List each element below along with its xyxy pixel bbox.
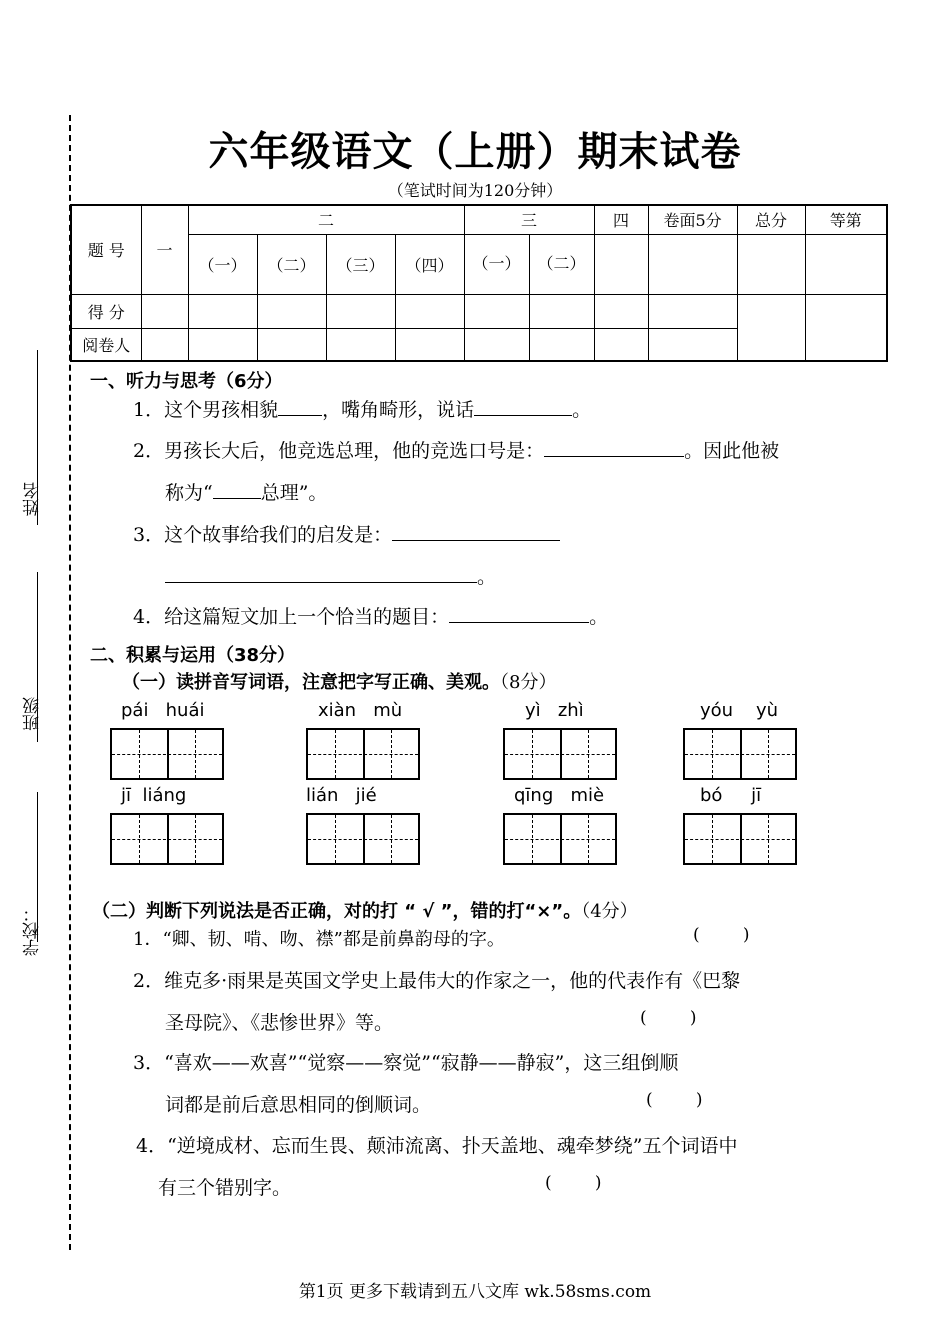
name-label: 姓名 [23,482,43,516]
pinyin-8: bó jī [700,785,762,806]
header-part-four: 四 [594,205,648,234]
writing-grid[interactable] [503,728,617,780]
judge-3: 3．“喜欢——欢喜”“觉察——察觉”“寂静——静寂”，这三组倒顺 [133,1052,679,1074]
part-1-heading: （一）读拼音写词语，注意把字写正确、美观。（8分） [122,672,557,693]
class-label: 班级 [23,697,43,731]
header-neatness: 卷面5分 [648,205,737,234]
judge-4-cont: 有三个错别字。 [158,1177,292,1199]
judge-4: 4．“逆境成材、忘而生畏、颠沛流离、扑天盖地、魂牵梦绕”五个词语中 [136,1135,738,1157]
writing-grid[interactable] [110,728,224,780]
score-cell[interactable] [594,234,648,294]
answer-blank[interactable] [213,498,261,499]
answer-paren[interactable]: ( ) [545,1173,602,1193]
header-grade: 等第 [805,205,887,234]
judge-3-cont: 词都是前后意思相同的倒顺词。 [165,1094,432,1116]
grader-cell[interactable] [326,328,395,361]
header-question-no: 题 号 [71,205,141,294]
answer-blank[interactable] [278,415,322,416]
writing-grid[interactable] [306,813,420,865]
grader-cell[interactable] [464,328,529,361]
writing-grid[interactable] [503,813,617,865]
answer-blank[interactable] [165,582,477,583]
grader-cell[interactable] [257,328,326,361]
header-part-three: 三 [464,205,594,234]
sub-header: （二） [257,234,326,294]
score-cell[interactable] [141,294,188,328]
section-2-heading: 二、积累与运用（38分） [90,645,296,666]
pinyin-5: jī liáng [121,785,187,806]
score-cell[interactable] [737,234,805,294]
score-cell[interactable] [326,294,395,328]
question-1-3-cont: 。 [165,562,496,589]
answer-blank[interactable] [474,415,572,416]
writing-grid[interactable] [683,728,797,780]
header-part-two: 二 [188,205,464,234]
writing-grid[interactable] [683,813,797,865]
sub-header: （二） [529,234,594,294]
score-cell[interactable] [648,294,737,328]
sub-header: （一） [188,234,257,294]
answer-blank[interactable] [392,540,560,541]
page-footer: 第1页 更多下载请到五八文库 wk.58sms.com [298,1282,652,1302]
grade-cell[interactable] [805,294,887,361]
sub-header: （一） [464,234,529,294]
judge-2: 2．维克多·雨果是英国文学史上最伟大的作家之一，他的代表作有《巴黎 [133,970,741,992]
grader-cell[interactable] [395,328,464,361]
part-2-heading: （二）判断下列说法是否正确，对的打 “ √ ”，错的打“×”。（4分） [92,901,638,922]
page-title: 六年级语文（上册）期末试卷 [208,129,742,175]
score-cell[interactable] [464,294,529,328]
answer-blank[interactable] [449,622,589,623]
pinyin-7: qīng miè [514,785,605,806]
answer-paren[interactable]: ( ) [640,1008,697,1028]
question-1-1: 1．这个男孩相貌 ，嘴角畸形，说话 。 [133,399,592,421]
question-1-2-cont: 称为“ 总理”。 [165,482,328,504]
score-cell[interactable] [257,294,326,328]
question-1-3: 3．这个故事给我们的启发是： [133,520,560,547]
grader-cell[interactable] [529,328,594,361]
sub-header: （三） [326,234,395,294]
header-part-one: 一 [141,205,188,294]
score-cell[interactable] [594,294,648,328]
row-label-grader: 阅卷人 [71,328,141,361]
answer-blank[interactable] [544,456,684,457]
question-1-4: 4．给这篇短文加上一个恰当的题目： 。 [133,606,609,628]
total-score-cell[interactable] [737,294,805,361]
pinyin-2: xiàn mù [318,700,403,721]
answer-paren[interactable]: ( ) [693,925,750,945]
pinyin-6: lián jié [306,785,377,806]
grader-cell[interactable] [141,328,188,361]
score-cell[interactable] [648,234,737,294]
pinyin-3: yì zhì [525,700,584,721]
score-cell[interactable] [395,294,464,328]
pinyin-1: pái huái [121,700,205,721]
judge-2-cont: 圣母院》、《悲惨世界》等。 [165,1012,394,1034]
school-label: 学校： [23,905,43,956]
score-cell[interactable] [188,294,257,328]
header-total: 总分 [737,205,805,234]
section-1-heading: 一、听力与思考（6分） [90,371,283,392]
judge-1: 1．“卿、韧、啃、吻、襟”都是前鼻韵母的字。 [133,929,505,950]
row-label-score: 得 分 [71,294,141,328]
writing-grid[interactable] [110,813,224,865]
sub-header: （四） [395,234,464,294]
score-table [70,204,888,362]
score-cell[interactable] [805,234,887,294]
grader-cell[interactable] [648,328,737,361]
question-1-2: 2．男孩长大后，他竞选总理，他的竞选口号是： 。因此他被 [133,440,780,462]
score-cell[interactable] [529,294,594,328]
writing-grid[interactable] [306,728,420,780]
grader-cell[interactable] [188,328,257,361]
grader-cell[interactable] [594,328,648,361]
exam-duration: （笔试时间为120分钟） [387,181,563,200]
pinyin-4: yóu yù [700,700,779,721]
answer-paren[interactable]: ( ) [646,1090,703,1110]
